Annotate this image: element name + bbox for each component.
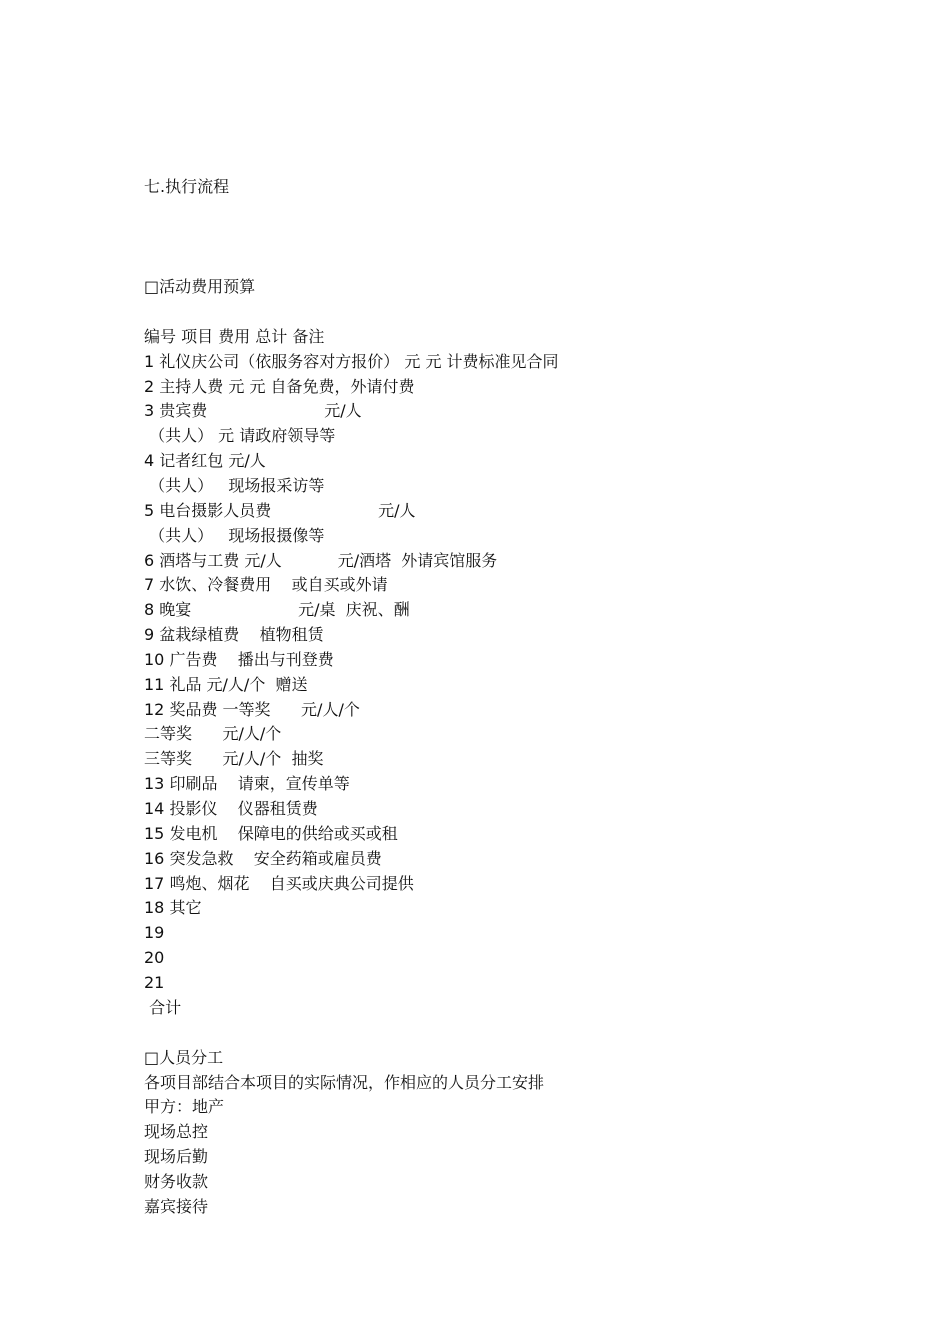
staff-intro: 各项目部结合本项目的实际情况，作相应的人员分工安排 (144, 1073, 545, 1092)
budget-row: （共人） 元 请政府领导等 (144, 426, 336, 445)
budget-row: 20 (144, 948, 165, 967)
staff-role: 现场总控 (144, 1122, 209, 1141)
budget-row: 17 鸣炮、烟花 自买或庆典公司提供 (144, 874, 414, 893)
budget-row: 9 盆栽绿植费 植物租赁 (144, 625, 324, 644)
budget-row: （共人） 现场报摄像等 (144, 526, 325, 545)
section-title: 七.执行流程 (144, 177, 230, 196)
budget-row: 11 礼品 元/人/个 赠送 (144, 675, 308, 694)
budget-row: 1 礼仪庆公司（依服务容对方报价） 元 元 计费标准见合同 (144, 352, 559, 371)
budget-row: 21 (144, 973, 165, 992)
budget-row: 14 投影仪 仪器租赁费 (144, 799, 318, 818)
budget-row: 18 其它 (144, 898, 202, 917)
budget-row: 13 印刷品 请柬，宣传单等 (144, 774, 350, 793)
budget-row: 5 电台摄影人员费 元/人 (144, 501, 416, 520)
budget-row: 4 记者红包 元/人 (144, 451, 266, 470)
budget-header-row: 编号 项目 费用 总计 备注 (144, 327, 325, 346)
budget-row: 8 晚宴 元/桌 庆祝、酬 (144, 600, 410, 619)
budget-row: 10 广告费 播出与刊登费 (144, 650, 334, 669)
budget-row: 15 发电机 保障电的供给或买或租 (144, 824, 398, 843)
budget-row: 三等奖 元/人/个 抽奖 (144, 749, 324, 768)
staff-role: 现场后勤 (144, 1147, 209, 1166)
budget-row: 2 主持人费 元 元 自备免费，外请付费 (144, 377, 415, 396)
budget-row: 19 (144, 923, 165, 942)
budget-row: 12 奖品费 一等奖 元/人/个 (144, 700, 360, 719)
budget-row: 16 突发急救 安全药箱或雇员费 (144, 849, 382, 868)
staff-heading: □人员分工 (144, 1048, 224, 1067)
budget-total-row: 合计 (144, 998, 182, 1017)
budget-row: 6 酒塔与工费 元/人 元/酒塔 外请宾馆服务 (144, 551, 498, 570)
staff-role: 嘉宾接待 (144, 1197, 209, 1216)
budget-row: 二等奖 元/人/个 (144, 724, 282, 743)
budget-row: 3 贵宾费 元/人 (144, 401, 362, 420)
budget-row: 7 水饮、冷餐费用 或自买或外请 (144, 575, 388, 594)
staff-party: 甲方：地产 (144, 1097, 225, 1116)
staff-role: 财务收款 (144, 1172, 209, 1191)
budget-row: （共人） 现场报采访等 (144, 476, 325, 495)
budget-heading: □活动费用预算 (144, 277, 256, 296)
